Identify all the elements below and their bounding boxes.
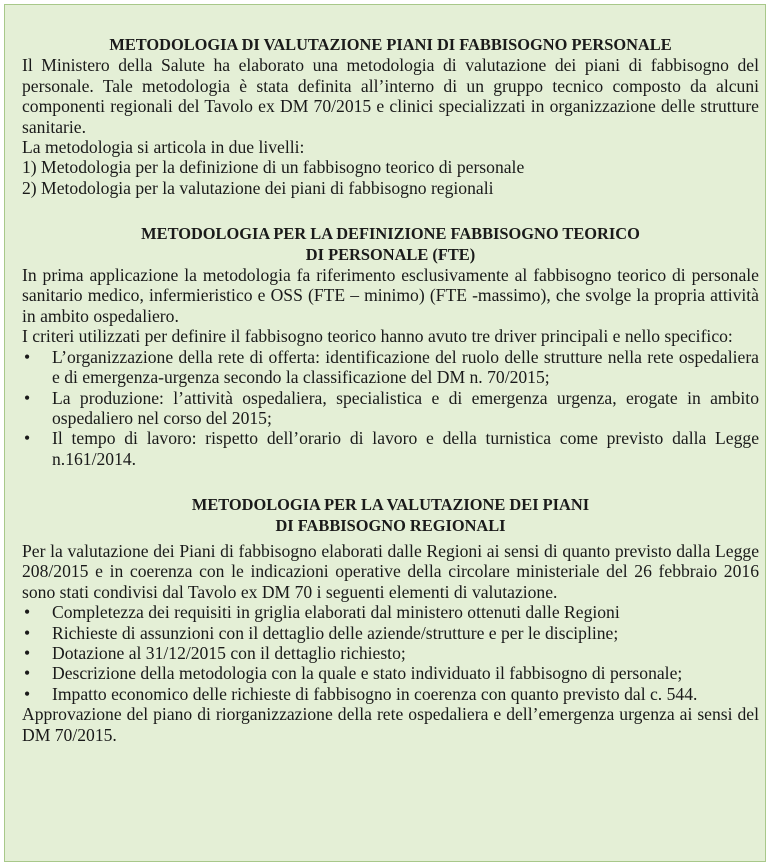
section2-bullet-2: • La produzione: l’attività ospedaliera, specialistica e di emergenza urgenza, erogate in ambito ospedaliero nel corso del 2015; <box>22 388 759 429</box>
spacer <box>22 469 759 495</box>
section3-bullet-5: • Impatto economico delle richieste di fabbisogno in coerenza con quanto previsto dal c. 544. <box>22 684 759 704</box>
section2-paragraph-2: I criteri utilizzati per definire il fabbisogno teorico hanno avuto tre driver principali e nello specifico: <box>22 326 733 347</box>
section1-level-1: 1) Metodologia per la definizione di un fabbisogno teorico di personale <box>22 157 525 178</box>
section2-bullet-list <box>22 347 759 469</box>
section3-bullet-1: • Completezza dei requisiti in griglia elaborati dal ministero ottenuti dalle Regioni <box>22 602 759 622</box>
section3-title-line1: METODOLOGIA PER LA VALUTAZIONE DEI PIANI <box>191 495 590 515</box>
section2-bullet-1: • L’organizzazione della rete di offerta: identificazione del ruolo delle strutture nella rete ospedaliera e di emergenza-urgenza secondo la classificazione del DM n. 70/2015; <box>22 347 759 388</box>
document-content <box>22 35 759 745</box>
section3-closing: Approvazione del piano di riorganizzazione della rete ospedaliera e dell’emergenza urgenza ai sensi del DM 70/2015. <box>22 704 759 745</box>
document-box <box>4 4 766 862</box>
section3-bullet-2: • Richieste di assunzioni con il dettaglio delle aziende/strutture e per le discipline; <box>22 623 759 643</box>
section1-title <box>22 35 759 55</box>
spacer <box>22 198 759 224</box>
section3-title <box>22 495 759 536</box>
section2-title-line2: DI PERSONALE (FTE) <box>305 244 476 264</box>
section3-bullet-4: • Descrizione della metodologia con la quale e stato individuato il fabbisogno di personale; <box>22 663 759 683</box>
section1-level-2: 2) Metodologia per la valutazione dei piani di fabbisogno regionali <box>22 177 494 198</box>
section2-bullet-3: • Il tempo di lavoro: rispetto dell’orario di lavoro e della turnistica come previsto dalla Legge n.161/2014. <box>22 428 759 469</box>
section3-bullet-list <box>22 602 759 704</box>
section3-title-line2: DI FABBISOGNO REGIONALI <box>275 515 506 535</box>
section1-title-text: METODOLOGIA DI VALUTAZIONE PIANI DI FABBISOGNO PERSONALE <box>109 35 672 54</box>
section2-title-line1: METODOLOGIA PER LA DEFINIZIONE FABBISOGNO TEORICO <box>141 224 640 244</box>
section1-levels-intro: La metodologia si articola in due livelli: <box>22 137 305 158</box>
section2-paragraph-1: In prima applicazione la metodologia fa riferimento esclusivamente al fabbisogno teorico di personale sanitario medico, infermieristico e OSS (FTE – minimo) (FTE -massimo), che svolge la propria attività in ambito ospedaliero. <box>22 265 759 326</box>
section2-title <box>22 224 759 265</box>
section3-paragraph-1: Per la valutazione dei Piani di fabbisogno elaborati dalle Regioni ai sensi di quanto previsto dalla Legge 208/2015 e in coerenza con le indicazioni operative della circolare ministeriale del 26 febbraio 2016 sono stati condivisi dal Tavolo ex DM 70 i seguenti elementi di valutazione. <box>22 540 759 602</box>
section1-intro: Il Ministero della Salute ha elaborato una metodologia di valutazione dei piani di fabbisogno del personale. Tale metodologia è stata definita all’interno di un gruppo tecnico composto da alcuni componenti regionali del Tavolo ex DM 70/2015 e clinici specializzati in organizzazione delle strutture sanitarie. <box>22 55 759 137</box>
section3-bullet-3: • Dotazione al 31/12/2015 con il dettaglio richiesto; <box>22 643 759 663</box>
